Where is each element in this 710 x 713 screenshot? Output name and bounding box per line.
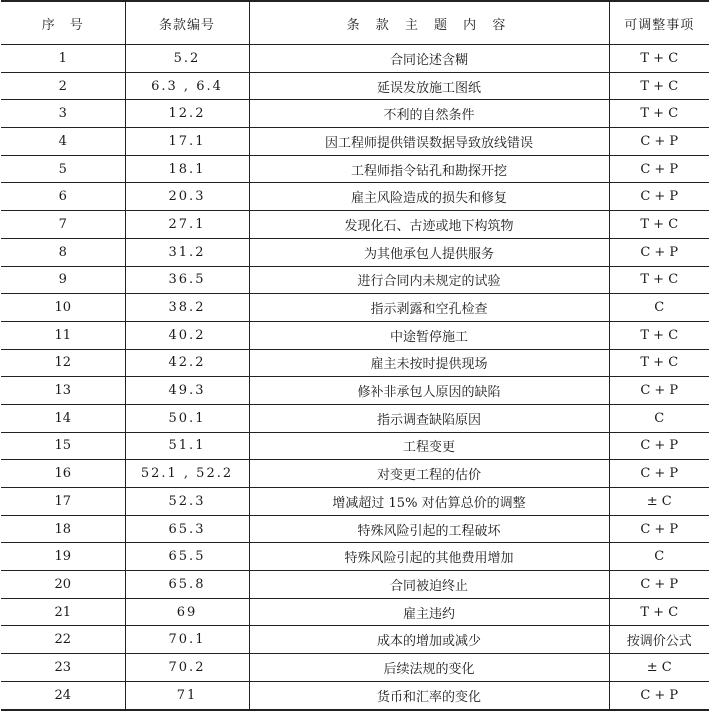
table-row [1,45,709,73]
cell-clause-no: 27.1 [125,211,249,239]
cell-seq: 11 [1,321,125,349]
cell-clause-no: 69 [125,598,249,626]
header-row [1,1,709,45]
cell-subject: 中途暂停施工 [249,321,609,349]
cell-seq: 16 [1,460,125,488]
cell-adjustable: 按调价公式 [609,626,709,654]
cell-adjustable: C + P [609,238,709,266]
cell-subject: 合同被迫终止 [249,571,609,599]
cell-subject: 进行合同内未规定的试验 [249,266,609,294]
cell-subject: 修补非承包人原因的缺陷 [249,377,609,405]
cell-clause-no: 70.2 [125,654,249,682]
cell-adjustable: C + P [609,432,709,460]
cell-seq: 22 [1,626,125,654]
cell-clause-no: 65.3 [125,515,249,543]
table-row [1,488,709,516]
cell-clause-no: 42.2 [125,349,249,377]
cell-seq: 14 [1,404,125,432]
cell-subject: 延误发放施工图纸 [249,72,609,100]
cell-clause-no: 71 [125,681,249,709]
cell-clause-no: 36.5 [125,266,249,294]
cell-seq: 18 [1,515,125,543]
cell-subject: 因工程师提供错误数据导致放线错误 [249,128,609,156]
cell-subject: 不利的自然条件 [249,100,609,128]
claims-table [1,0,709,711]
table-row [1,598,709,626]
cell-clause-no: 38.2 [125,294,249,322]
table-row [1,211,709,239]
cell-subject: 工程变更 [249,432,609,460]
table-row [1,515,709,543]
cell-clause-no: 65.5 [125,543,249,571]
table-row [1,155,709,183]
cell-seq: 21 [1,598,125,626]
cell-clause-no: 65.8 [125,571,249,599]
header-seq: 序 号 [1,1,125,45]
cell-seq: 23 [1,654,125,682]
cell-clause-no: 31.2 [125,238,249,266]
cell-adjustable: C + P [609,377,709,405]
cell-adjustable: C [609,404,709,432]
table-row [1,571,709,599]
table-row [1,294,709,322]
cell-adjustable: C + P [609,128,709,156]
cell-adjustable: T + C [609,100,709,128]
cell-subject: 工程师指令钻孔和勘探开挖 [249,155,609,183]
cell-seq: 2 [1,72,125,100]
cell-clause-no: 20.3 [125,183,249,211]
cell-seq: 9 [1,266,125,294]
cell-subject: 成本的增加或减少 [249,626,609,654]
cell-clause-no: 51.1 [125,432,249,460]
table-header [1,1,709,45]
cell-clause-no: 52.1 , 52.2 [125,460,249,488]
table-row [1,72,709,100]
cell-clause-no: 52.3 [125,488,249,516]
cell-subject: 雇主风险造成的损失和修复 [249,183,609,211]
cell-clause-no: 40.2 [125,321,249,349]
cell-seq: 24 [1,681,125,709]
cell-subject: 雇主未按时提供现场 [249,349,609,377]
cell-subject: 特殊风险引起的工程破坏 [249,515,609,543]
table-row [1,238,709,266]
cell-adjustable: C + P [609,155,709,183]
table-row [1,432,709,460]
table-row [1,681,709,709]
table-row [1,377,709,405]
cell-clause-no: 17.1 [125,128,249,156]
cell-subject: 为其他承包人提供服务 [249,238,609,266]
cell-seq: 3 [1,100,125,128]
cell-adjustable: T + C [609,211,709,239]
cell-seq: 15 [1,432,125,460]
cell-subject: 后续法规的变化 [249,654,609,682]
cell-seq: 8 [1,238,125,266]
cell-seq: 20 [1,571,125,599]
cell-clause-no: 6.3 , 6.4 [125,72,249,100]
table-row [1,654,709,682]
cell-subject: 指示调查缺陷原因 [249,404,609,432]
cell-seq: 10 [1,294,125,322]
cell-seq: 1 [1,45,125,73]
header-subject: 条 款 主 题 内 容 [249,1,609,45]
cell-seq: 13 [1,377,125,405]
cell-adjustable: ± C [609,488,709,516]
cell-subject: 货币和汇率的变化 [249,681,609,709]
cell-subject: 特殊风险引起的其他费用增加 [249,543,609,571]
cell-adjustable: C + P [609,515,709,543]
table-row [1,543,709,571]
cell-adjustable: C + P [609,571,709,599]
cell-adjustable: T + C [609,45,709,73]
cell-seq: 17 [1,488,125,516]
cell-seq: 7 [1,211,125,239]
cell-clause-no: 12.2 [125,100,249,128]
cell-clause-no: 49.3 [125,377,249,405]
cell-subject: 增减超过 15% 对估算总价的调整 [249,488,609,516]
table-row [1,460,709,488]
cell-clause-no: 18.1 [125,155,249,183]
cell-clause-no: 5.2 [125,45,249,73]
cell-subject: 发现化石、古迹或地下构筑物 [249,211,609,239]
cell-subject: 雇主违约 [249,598,609,626]
table-row [1,321,709,349]
cell-adjustable: C + P [609,183,709,211]
cell-subject: 合同论述含糊 [249,45,609,73]
cell-seq: 5 [1,155,125,183]
cell-adjustable: T + C [609,72,709,100]
table-row [1,404,709,432]
header-clause-no: 条款编号 [125,1,249,45]
cell-clause-no: 70.1 [125,626,249,654]
cell-subject: 指示剥露和空孔检查 [249,294,609,322]
cell-adjustable: C + P [609,460,709,488]
table-row [1,266,709,294]
table-row [1,128,709,156]
cell-clause-no: 50.1 [125,404,249,432]
cell-seq: 4 [1,128,125,156]
header-adjustable: 可调整事项 [609,1,709,45]
cell-adjustable: T + C [609,349,709,377]
cell-adjustable: T + C [609,598,709,626]
cell-adjustable: C [609,543,709,571]
cell-adjustable: T + C [609,321,709,349]
cell-subject: 对变更工程的估价 [249,460,609,488]
cell-seq: 12 [1,349,125,377]
cell-adjustable: T + C [609,266,709,294]
cell-adjustable: C + P [609,681,709,709]
cell-seq: 19 [1,543,125,571]
cell-adjustable: ± C [609,654,709,682]
table-row [1,626,709,654]
table-body [1,45,709,710]
table-row [1,349,709,377]
table-row [1,100,709,128]
cell-seq: 6 [1,183,125,211]
cell-adjustable: C [609,294,709,322]
table-row [1,183,709,211]
